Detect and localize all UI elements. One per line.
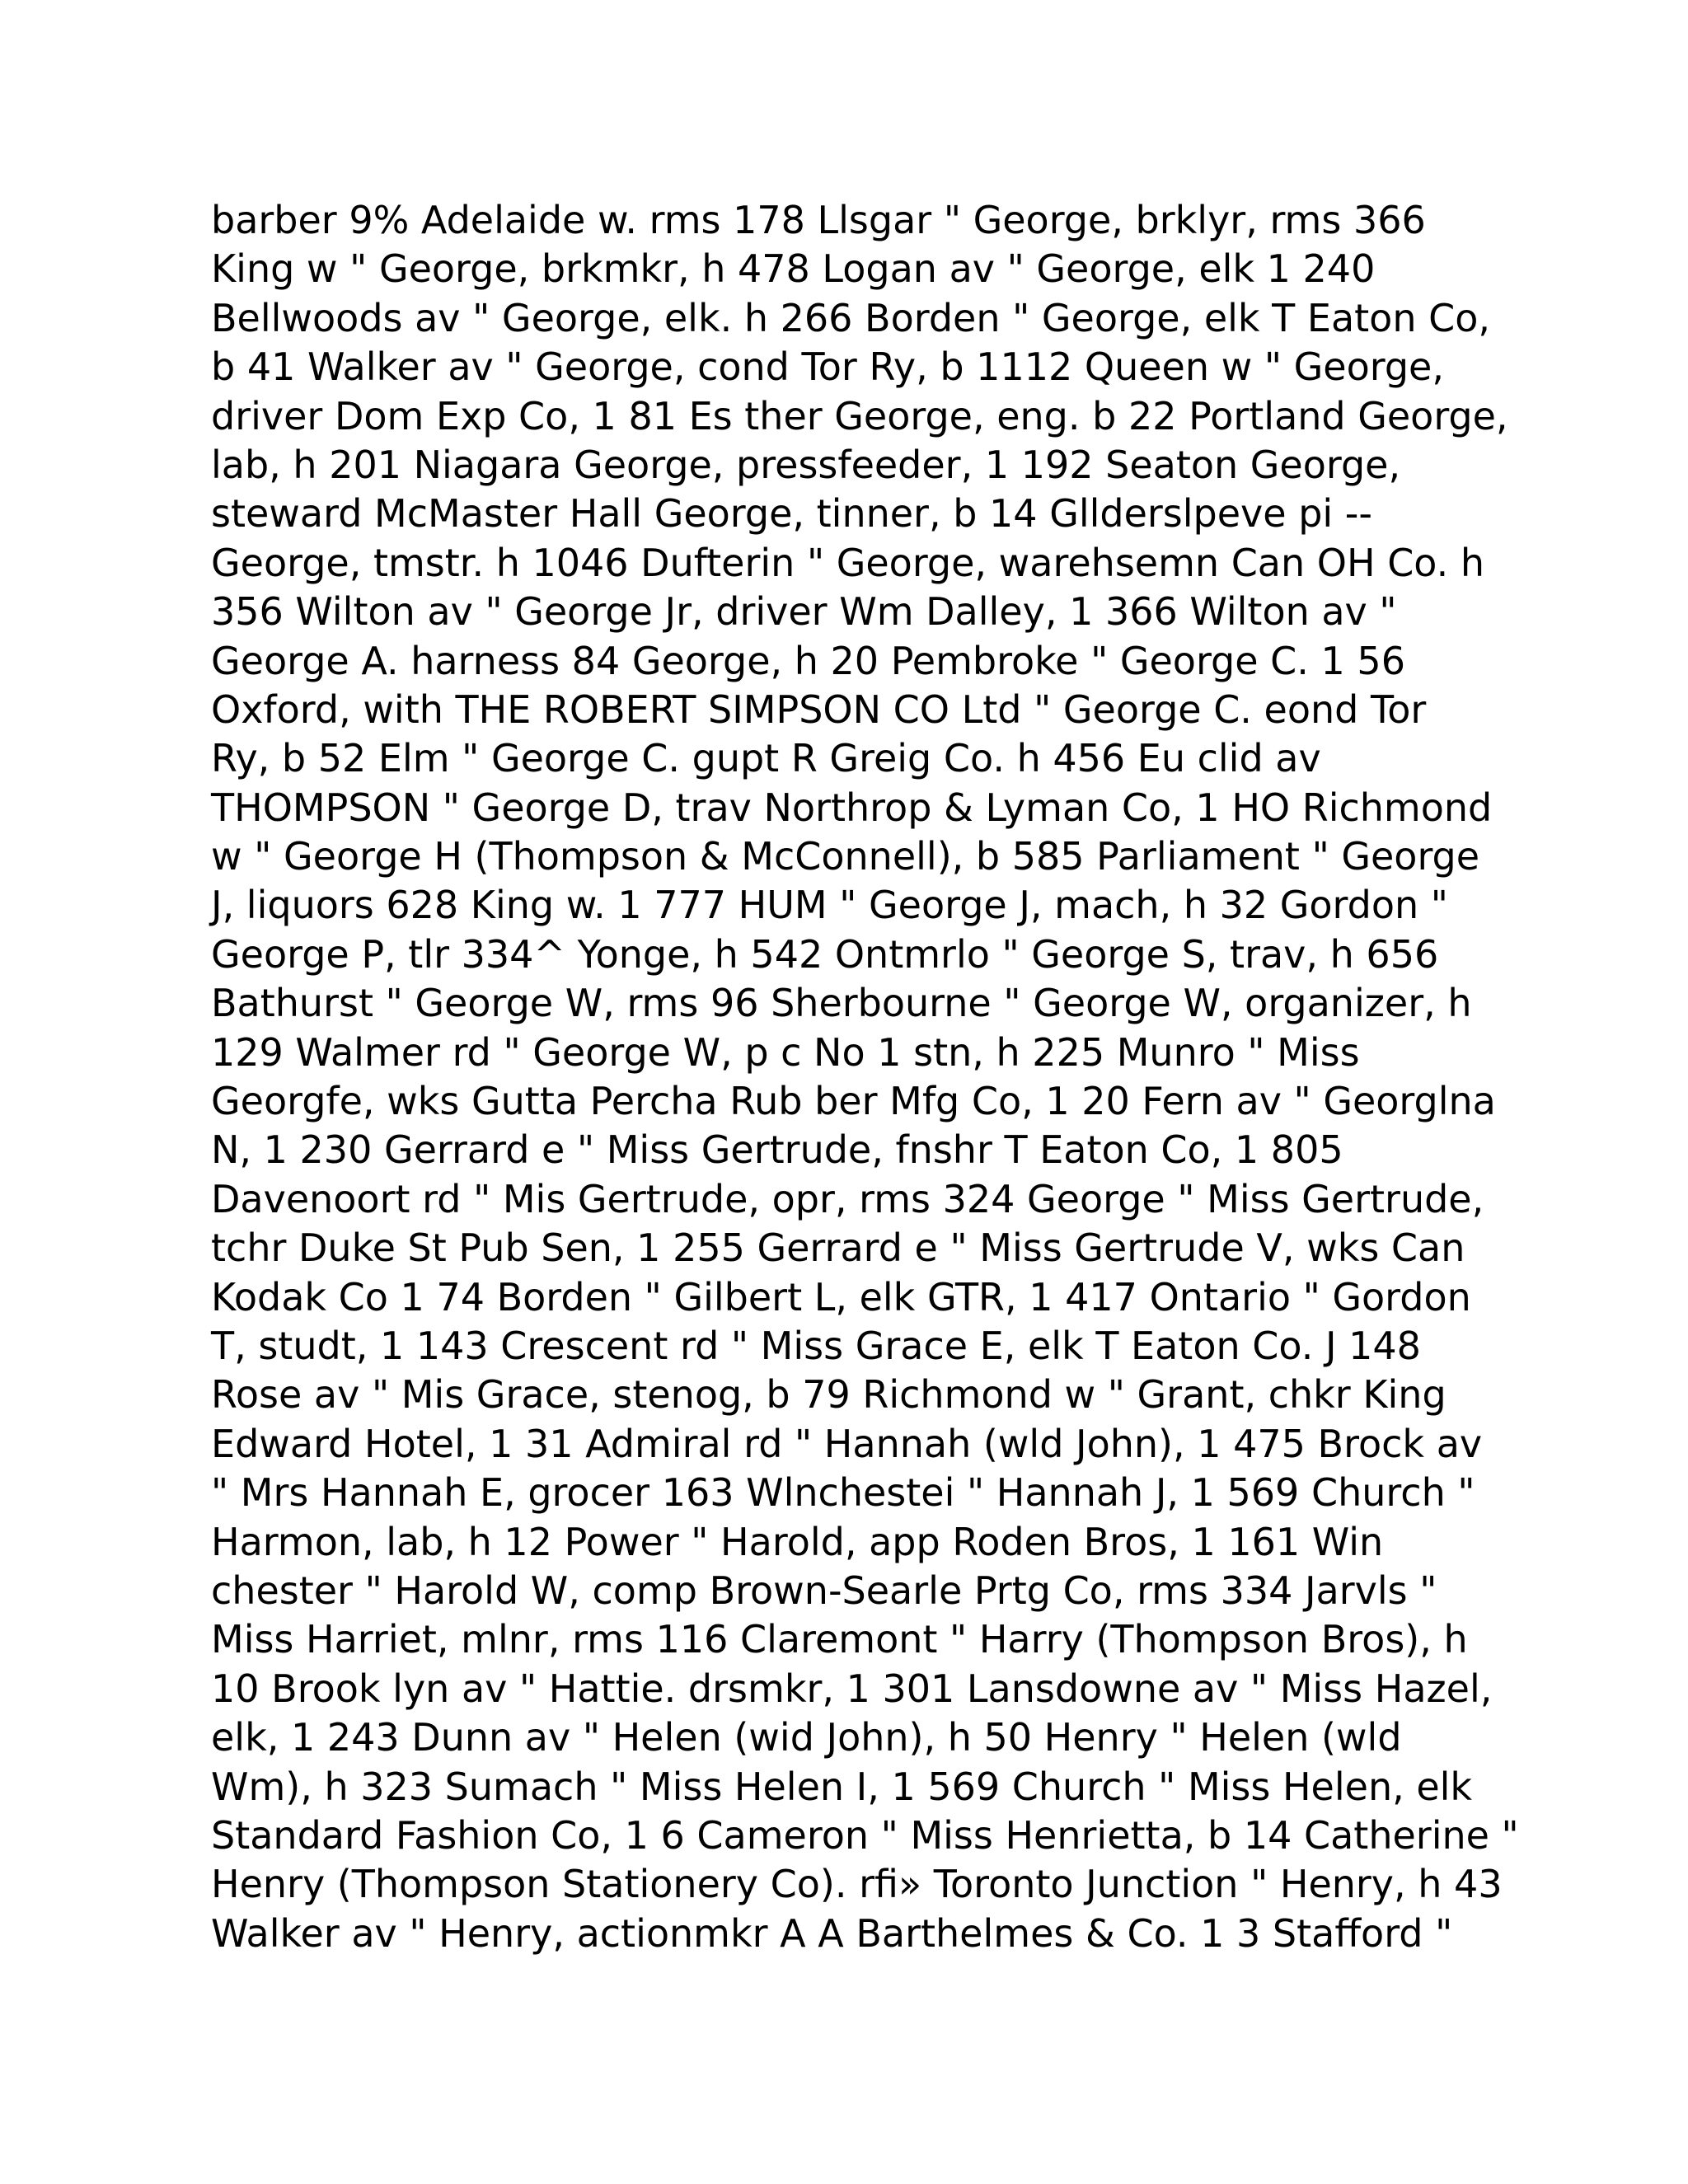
text-line: Ry, b 52 Elm " George C. gupt R Greig Co. h 456 Eu clid av [211,736,1321,781]
text-line: steward McMaster Hall George, tinner, b 14 Gllderslpeve pi -- [211,491,1372,537]
text-line: Henry (Thompson Stationery Co). rfi» Toronto Junction " Henry, h 43 [211,1862,1503,1907]
text-line: 129 Walmer rd " George W, p c No 1 stn, h 225 Munro " Miss [211,1029,1360,1075]
text-line: Wm), h 323 Sumach " Miss Helen I, 1 569 Church " Miss Helen, elk [211,1764,1473,1809]
text-line: George A. harness 84 George, h 20 Pembroke " George C. 1 56 [211,638,1405,683]
text-line: George, tmstr. h 1046 Dufterin " George, warehsemn Can OH Co. h [211,540,1485,585]
text-line: 356 Wilton av " George Jr, driver Wm Dalley, 1 366 Wilton av " [211,589,1397,635]
text-line: George P, tlr 334^ Yonge, h 542 Ontmrlo " George S, trav, h 656 [211,931,1439,977]
text-line: elk, 1 243 Dunn av " Helen (wid John), h 50 Henry " Helen (wld [211,1715,1402,1760]
text-line: Oxford, with THE ROBERT SIMPSON CO Ltd " George C. eond Tor [211,687,1427,732]
text-line: " Mrs Hannah E, grocer 163 Wlnchestei " Hannah J, 1 569 Church " [211,1470,1475,1516]
text-line: Davenoort rd " Mis Gertrude, opr, rms 324 George " Miss Gertrude, [211,1176,1484,1221]
text-line: Bathurst " George W, rms 96 Sherbourne " George W, organizer, h [211,981,1472,1026]
text-line: Standard Fashion Co, 1 6 Cameron " Miss Henrietta, b 14 Catherine " [211,1812,1519,1858]
text-line: King w " George, brkmkr, h 478 Logan av " George, elk 1 240 [211,246,1376,292]
text-line: lab, h 201 Niagara George, pressfeeder, 1 192 Seaton George, [211,442,1401,487]
text-line: tchr Duke St Pub Sen, 1 255 Gerrard e " Miss Gertrude V, wks Can [211,1226,1465,1271]
text-line: Harmon, lab, h 12 Power " Harold, app Roden Bros, 1 161 Win [211,1519,1384,1564]
text-line: Georgfe, wks Gutta Percha Rub ber Mfg Co, 1 20 Fern av " Georglna [211,1079,1496,1124]
text-line: w " George H (Thompson & McConnell), b 585 Parliament " George [211,834,1480,879]
text-line: chester " Harold W, comp Brown-Searle Prtg Co, rms 334 Jarvls " [211,1568,1437,1613]
text-line: Edward Hotel, 1 31 Admiral rd " Hannah (wld John), 1 475 Brock av [211,1421,1483,1466]
text-line: Walker av " Henry, actionmkr A A Barthelmes & Co. 1 3 Stafford " [211,1910,1453,1956]
text-line: T, studt, 1 143 Crescent rd " Miss Grace E, elk T Eaton Co. J 148 [211,1323,1421,1368]
text-line: Rose av " Mis Grace, stenog, b 79 Richmond w " Grant, chkr King [211,1372,1447,1418]
text-line: driver Dom Exp Co, 1 81 Es ther George, eng. b 22 Portland George, [211,393,1508,438]
text-line: barber 9% Adelaide w. rms 178 Llsgar " George, brklyr, rms 366 [211,198,1426,242]
text-line: THOMPSON " George D, trav Northrop & Lyman Co, 1 HO Richmond [211,785,1493,830]
text-line: b 41 Walker av " George, cond Tor Ry, b 1112 Queen w " George, [211,344,1444,390]
directory-text-block [211,196,1519,1958]
text-line: Miss Harriet, mlnr, rms 116 Claremont " Harry (Thompson Bros), h [211,1617,1468,1662]
text-line: 10 Brook lyn av " Hattie. drsmkr, 1 301 Lansdowne av " Miss Hazel, [211,1666,1493,1711]
text-line: Kodak Co 1 74 Borden " Gilbert L, elk GTR, 1 417 Ontario " Gordon [211,1274,1471,1319]
text-line: Bellwoods av " George, elk. h 266 Borden " George, elk T Eaton Co, [211,295,1490,340]
text-line: J, liquors 628 King w. 1 777 HUM " George J, mach, h 32 Gordon " [211,883,1448,928]
text-line: N, 1 230 Gerrard e " Miss Gertrude, fnshr T Eaton Co, 1 805 [211,1127,1343,1173]
